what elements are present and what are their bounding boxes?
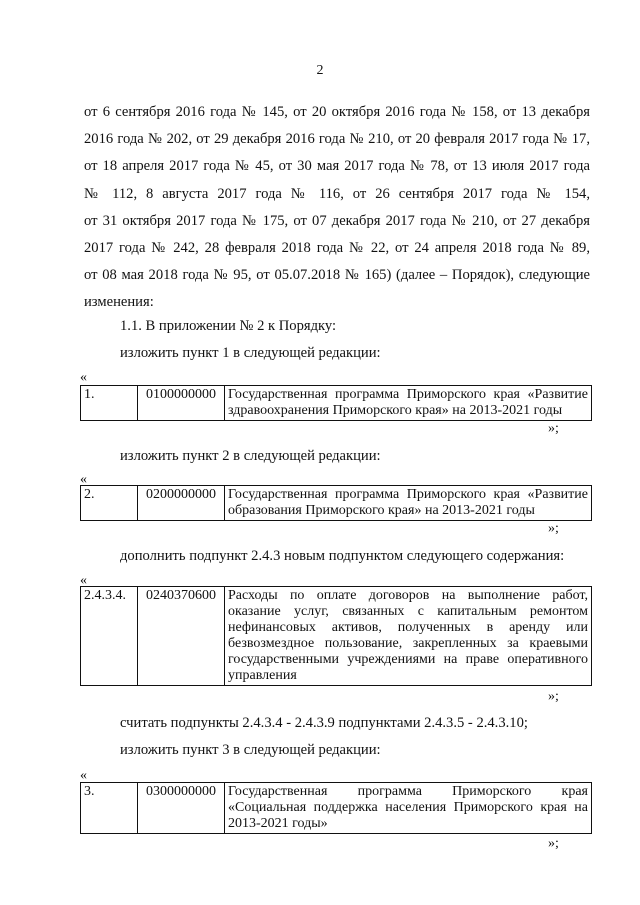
entry-code: 0240370600 [138,587,225,686]
entry-text-line: образования Приморского края» на 2013-2021 годы [228,503,535,518]
entry-text-line: Государственная программа Приморского края [228,784,588,799]
entry-code: 0300000000 [138,783,225,834]
entry-number: 1. [81,386,138,421]
quote-open: « [80,768,87,783]
table-row [81,486,592,521]
para-point2: изложить пункт 2 в следующей редакции: [120,448,381,464]
table-row [81,587,592,686]
entry-text-line: нефинансовых активов, полученных в аренду или [228,620,588,635]
entry-table-2 [80,485,592,521]
para-1-1: 1.1. В приложении № 2 к Порядку: [120,318,337,334]
intro-line: № 112, 8 августа 2017 года № 116, от 26 сентября 2017 года № 154, [84,185,590,202]
entry-text-line: Расходы по оплате договоров на выполнение работ, [228,588,588,603]
intro-line: 2016 года № 202, от 29 декабря 2016 года № 210, от 20 февраля 2017 года № 17, [84,131,590,148]
entry-text-line: управления [228,668,297,683]
entry-code: 0100000000 [138,386,225,421]
entry-number: 3. [81,783,138,834]
intro-line: от 18 апреля 2017 года № 45, от 30 мая 2017 года № 78, от 13 июля 2017 года [84,158,590,175]
entry-text-line: 2013-2021 годы» [228,816,328,831]
quote-close: »; [548,421,559,436]
quote-open: « [80,370,87,385]
entry-table-1 [80,385,592,421]
entry-code: 0200000000 [138,486,225,521]
quote-open: « [80,472,87,487]
para-point3: изложить пункт 3 в следующей редакции: [120,742,381,758]
entry-text-line: оказание услуг, связанных с капитальным ремонтом [228,604,588,619]
entry-text [225,783,592,834]
entry-text-line: здравоохранения Приморского края» на 2013-2021 годы [228,403,563,418]
intro-paragraph [84,99,590,317]
para-add: дополнить подпункт 2.4.3 новым подпунктом следующего содержания: [120,548,565,564]
entry-table-4 [80,782,592,834]
entry-text-line: безвозмездное пользование, закрепленных за краевыми [228,636,588,651]
entry-text-line: государственными учреждениями на праве оперативного [228,652,588,667]
quote-close: »; [548,689,559,704]
quote-close: »; [548,521,559,536]
table-row [81,386,592,421]
para-renumber: считать подпункты 2.4.3.4 - 2.4.3.9 подпунктами 2.4.3.5 - 2.4.3.10; [120,715,528,731]
entry-text [225,486,592,521]
entry-number: 2.4.3.4. [81,587,138,686]
entry-number: 2. [81,486,138,521]
intro-line: 2017 года № 242, 28 февраля 2018 года № 22, от 24 апреля 2018 года № 89, [84,240,590,257]
para-point1: изложить пункт 1 в следующей редакции: [120,345,381,361]
entry-text-line: Государственная программа Приморского края «Развитие [228,387,588,402]
quote-open: « [80,573,87,588]
page-number: 2 [316,63,324,78]
intro-line: от 31 октября 2017 года № 175, от 07 декабря 2017 года № 210, от 27 декабря [84,212,590,229]
intro-line: изменения: [84,294,154,311]
entry-text [225,386,592,421]
intro-line: от 08 мая 2018 года № 95, от 05.07.2018 № 165) (далее – Порядок), следующие [84,267,590,284]
entry-table-3 [80,586,592,686]
entry-text-line: «Социальная поддержка населения Приморского края на [228,800,588,815]
table-row [81,783,592,834]
intro-line: от 6 сентября 2016 года № 145, от 20 октября 2016 года № 158, от 13 декабря [84,104,590,120]
quote-close: »; [548,836,559,851]
entry-text [225,587,592,686]
entry-text-line: Государственная программа Приморского края «Развитие [228,487,588,502]
